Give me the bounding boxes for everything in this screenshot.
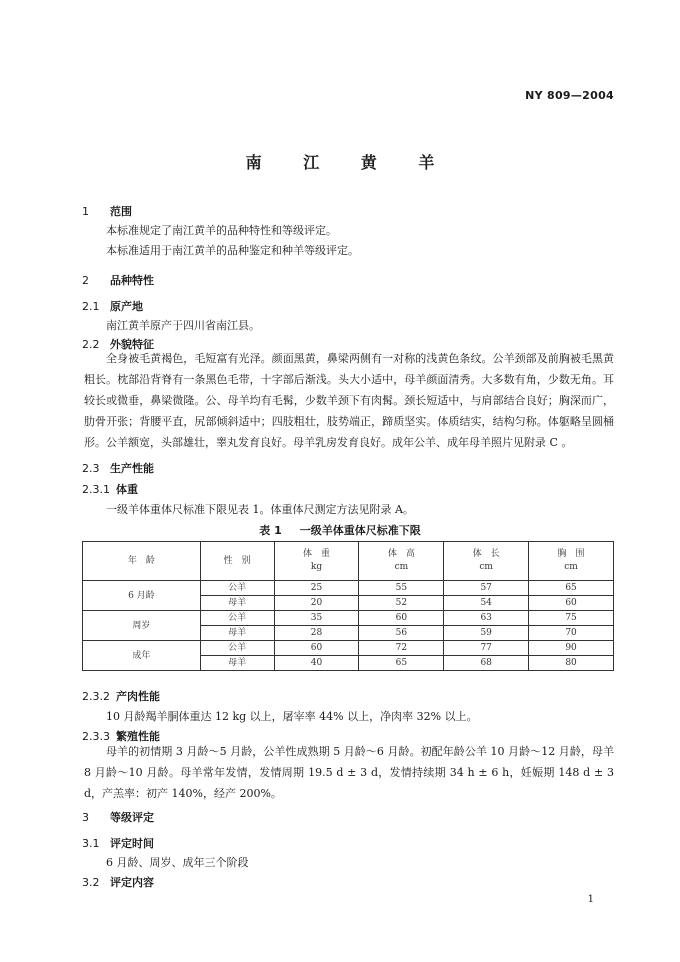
age-cell: 周岁 <box>83 611 201 641</box>
height-cell: 55 <box>359 581 444 596</box>
section-label: 繁殖性能 <box>116 730 160 743</box>
document-title: 南 江 黄 羊 <box>245 153 453 172</box>
age-cell: 6 月龄 <box>83 581 201 611</box>
section-label: 等级评定 <box>110 811 154 824</box>
weight-cell: 25 <box>274 581 359 596</box>
length-cell: 68 <box>444 656 529 671</box>
age-cell: 成年 <box>83 641 201 671</box>
weight-cell: 28 <box>274 626 359 641</box>
sex-cell: 母羊 <box>200 596 274 611</box>
section-3-2-heading <box>82 874 154 890</box>
header-weight-label: 体 重 <box>303 549 331 559</box>
body-size-table <box>82 541 614 671</box>
section-1-heading <box>82 203 132 219</box>
chest-cell: 80 <box>529 656 614 671</box>
chest-cell: 60 <box>529 596 614 611</box>
header-chest <box>529 542 614 581</box>
table-1-caption <box>0 522 680 538</box>
section-label: 评定时间 <box>110 837 154 850</box>
section-label: 品种特性 <box>110 274 154 287</box>
header-chest-label: 胸 围 <box>557 549 585 559</box>
scope-paragraph-1: 本标准规定了南江黄羊的品种特性和等级评定。 <box>106 224 337 237</box>
table-row <box>83 611 614 626</box>
header-height-label: 体 高 <box>387 549 415 559</box>
table-caption-title: 一级羊体重体尺标准下限 <box>299 524 421 537</box>
length-cell: 54 <box>444 596 529 611</box>
section-label: 原产地 <box>110 300 143 313</box>
table-caption-number: 表 1 <box>259 524 282 537</box>
table-row <box>83 581 614 596</box>
section-2-3-1-heading <box>82 481 138 497</box>
weight-cell: 40 <box>274 656 359 671</box>
chest-cell: 90 <box>529 641 614 656</box>
header-height <box>359 542 444 581</box>
section-number: 2.2 <box>82 338 100 351</box>
height-cell: 52 <box>359 596 444 611</box>
chest-cell: 70 <box>529 626 614 641</box>
section-2-3-2-heading <box>82 688 160 704</box>
section-2-3-heading <box>82 460 154 476</box>
section-label: 外貌特征 <box>110 338 154 351</box>
height-cell: 60 <box>359 611 444 626</box>
section-label: 体重 <box>116 483 138 496</box>
height-cell: 72 <box>359 641 444 656</box>
section-number: 2.3.3 <box>82 730 110 743</box>
length-cell: 63 <box>444 611 529 626</box>
section-number: 2.3 <box>82 462 100 475</box>
section-number: 3.2 <box>82 876 100 889</box>
reproduction-paragraph: 母羊的初情期 3 月龄～5 月龄，公羊性成熟期 5 月龄～6 月龄。初配年龄公羊 10 月龄～12 月龄，母羊 8 月龄～10 月龄。母羊常年发情，发情周期 19.5 d ± 3 d，发情持续期 34 h ± 6 h，妊娠期 148 d ± 3 d，产羔率：初产 140%，经产 200%。 <box>84 745 614 800</box>
sex-cell: 母羊 <box>200 626 274 641</box>
header-age: 年 龄 <box>83 542 201 581</box>
header-sex: 性 别 <box>200 542 274 581</box>
header-length-label: 体 长 <box>472 549 500 559</box>
section-label: 评定内容 <box>110 876 154 889</box>
section-number: 2.3.2 <box>82 690 110 703</box>
scope-paragraph-2: 本标准适用于南江黄羊的品种鉴定和种羊等级评定。 <box>106 244 359 257</box>
header-weight-unit: kg <box>310 562 323 572</box>
origin-paragraph: 南江黄羊原产于四川省南江县。 <box>106 319 260 332</box>
meat-paragraph: 10 月龄羯羊胴体重达 12 kg 以上，屠宰率 44% 以上，净肉率 32% 以上。 <box>106 710 478 723</box>
section-3-heading <box>82 809 154 825</box>
sex-cell: 公羊 <box>200 581 274 596</box>
section-2-heading <box>82 272 154 288</box>
weight-cell: 60 <box>274 641 359 656</box>
table-header-row <box>83 542 614 581</box>
sex-cell: 公羊 <box>200 611 274 626</box>
header-weight <box>274 542 359 581</box>
section-number: 2.1 <box>82 300 100 313</box>
height-cell: 56 <box>359 626 444 641</box>
weight-cell: 35 <box>274 611 359 626</box>
section-2-1-heading <box>82 298 143 314</box>
timing-paragraph: 6 月龄、周岁、成年三个阶段 <box>106 856 249 869</box>
section-number: 1 <box>82 205 89 218</box>
sex-cell: 母羊 <box>200 656 274 671</box>
section-label: 产肉性能 <box>116 690 160 703</box>
header-length-unit: cm <box>479 562 493 572</box>
length-cell: 77 <box>444 641 529 656</box>
chest-cell: 65 <box>529 581 614 596</box>
header-chest-unit: cm <box>564 562 578 572</box>
appearance-paragraph: 全身被毛黄褐色，毛短富有光泽。颜面黑黄，鼻梁两侧有一对称的浅黄色条纹。公羊颈部及前胸被毛黑黄粗长。枕部沿背脊有一条黑色毛带，十字部后渐浅。头大小适中，母羊颜面清秀。大多数有角，少数无角。耳较长或微垂，鼻梁微隆。公、母羊均有毛髯，少数羊颈下有肉髯。颈长短适中，与肩部结合良好；胸深而广，肋骨开张；背腰平直，尻部倾斜适中；四肢粗壮，肢势端正，蹄质坚实。体质结实，结构匀称。体躯略呈圆桶形。公羊额宽，头部雄壮，睾丸发育良好。母羊乳房发育良好。成年公羊、成年母羊照片见附录 C 。 <box>84 352 614 449</box>
chest-cell: 75 <box>529 611 614 626</box>
section-number: 3.1 <box>82 837 100 850</box>
header-length <box>444 542 529 581</box>
section-3-1-heading <box>82 835 154 851</box>
header-height-unit: cm <box>394 562 409 572</box>
section-number: 2 <box>82 274 89 287</box>
table-row <box>83 641 614 656</box>
height-cell: 65 <box>359 656 444 671</box>
section-label: 生产性能 <box>110 462 154 475</box>
section-number: 2.3.1 <box>82 483 110 496</box>
sex-cell: 公羊 <box>200 641 274 656</box>
length-cell: 57 <box>444 581 529 596</box>
section-number: 3 <box>82 811 89 824</box>
weight-cell: 20 <box>274 596 359 611</box>
weight-paragraph: 一级羊体重体尺标准下限见表 1。体重体尺测定方法见附录 A。 <box>106 503 414 516</box>
page-number: 1 <box>587 894 594 905</box>
length-cell: 59 <box>444 626 529 641</box>
document-code: NY 809—2004 <box>525 89 614 102</box>
section-label: 范围 <box>110 205 132 218</box>
